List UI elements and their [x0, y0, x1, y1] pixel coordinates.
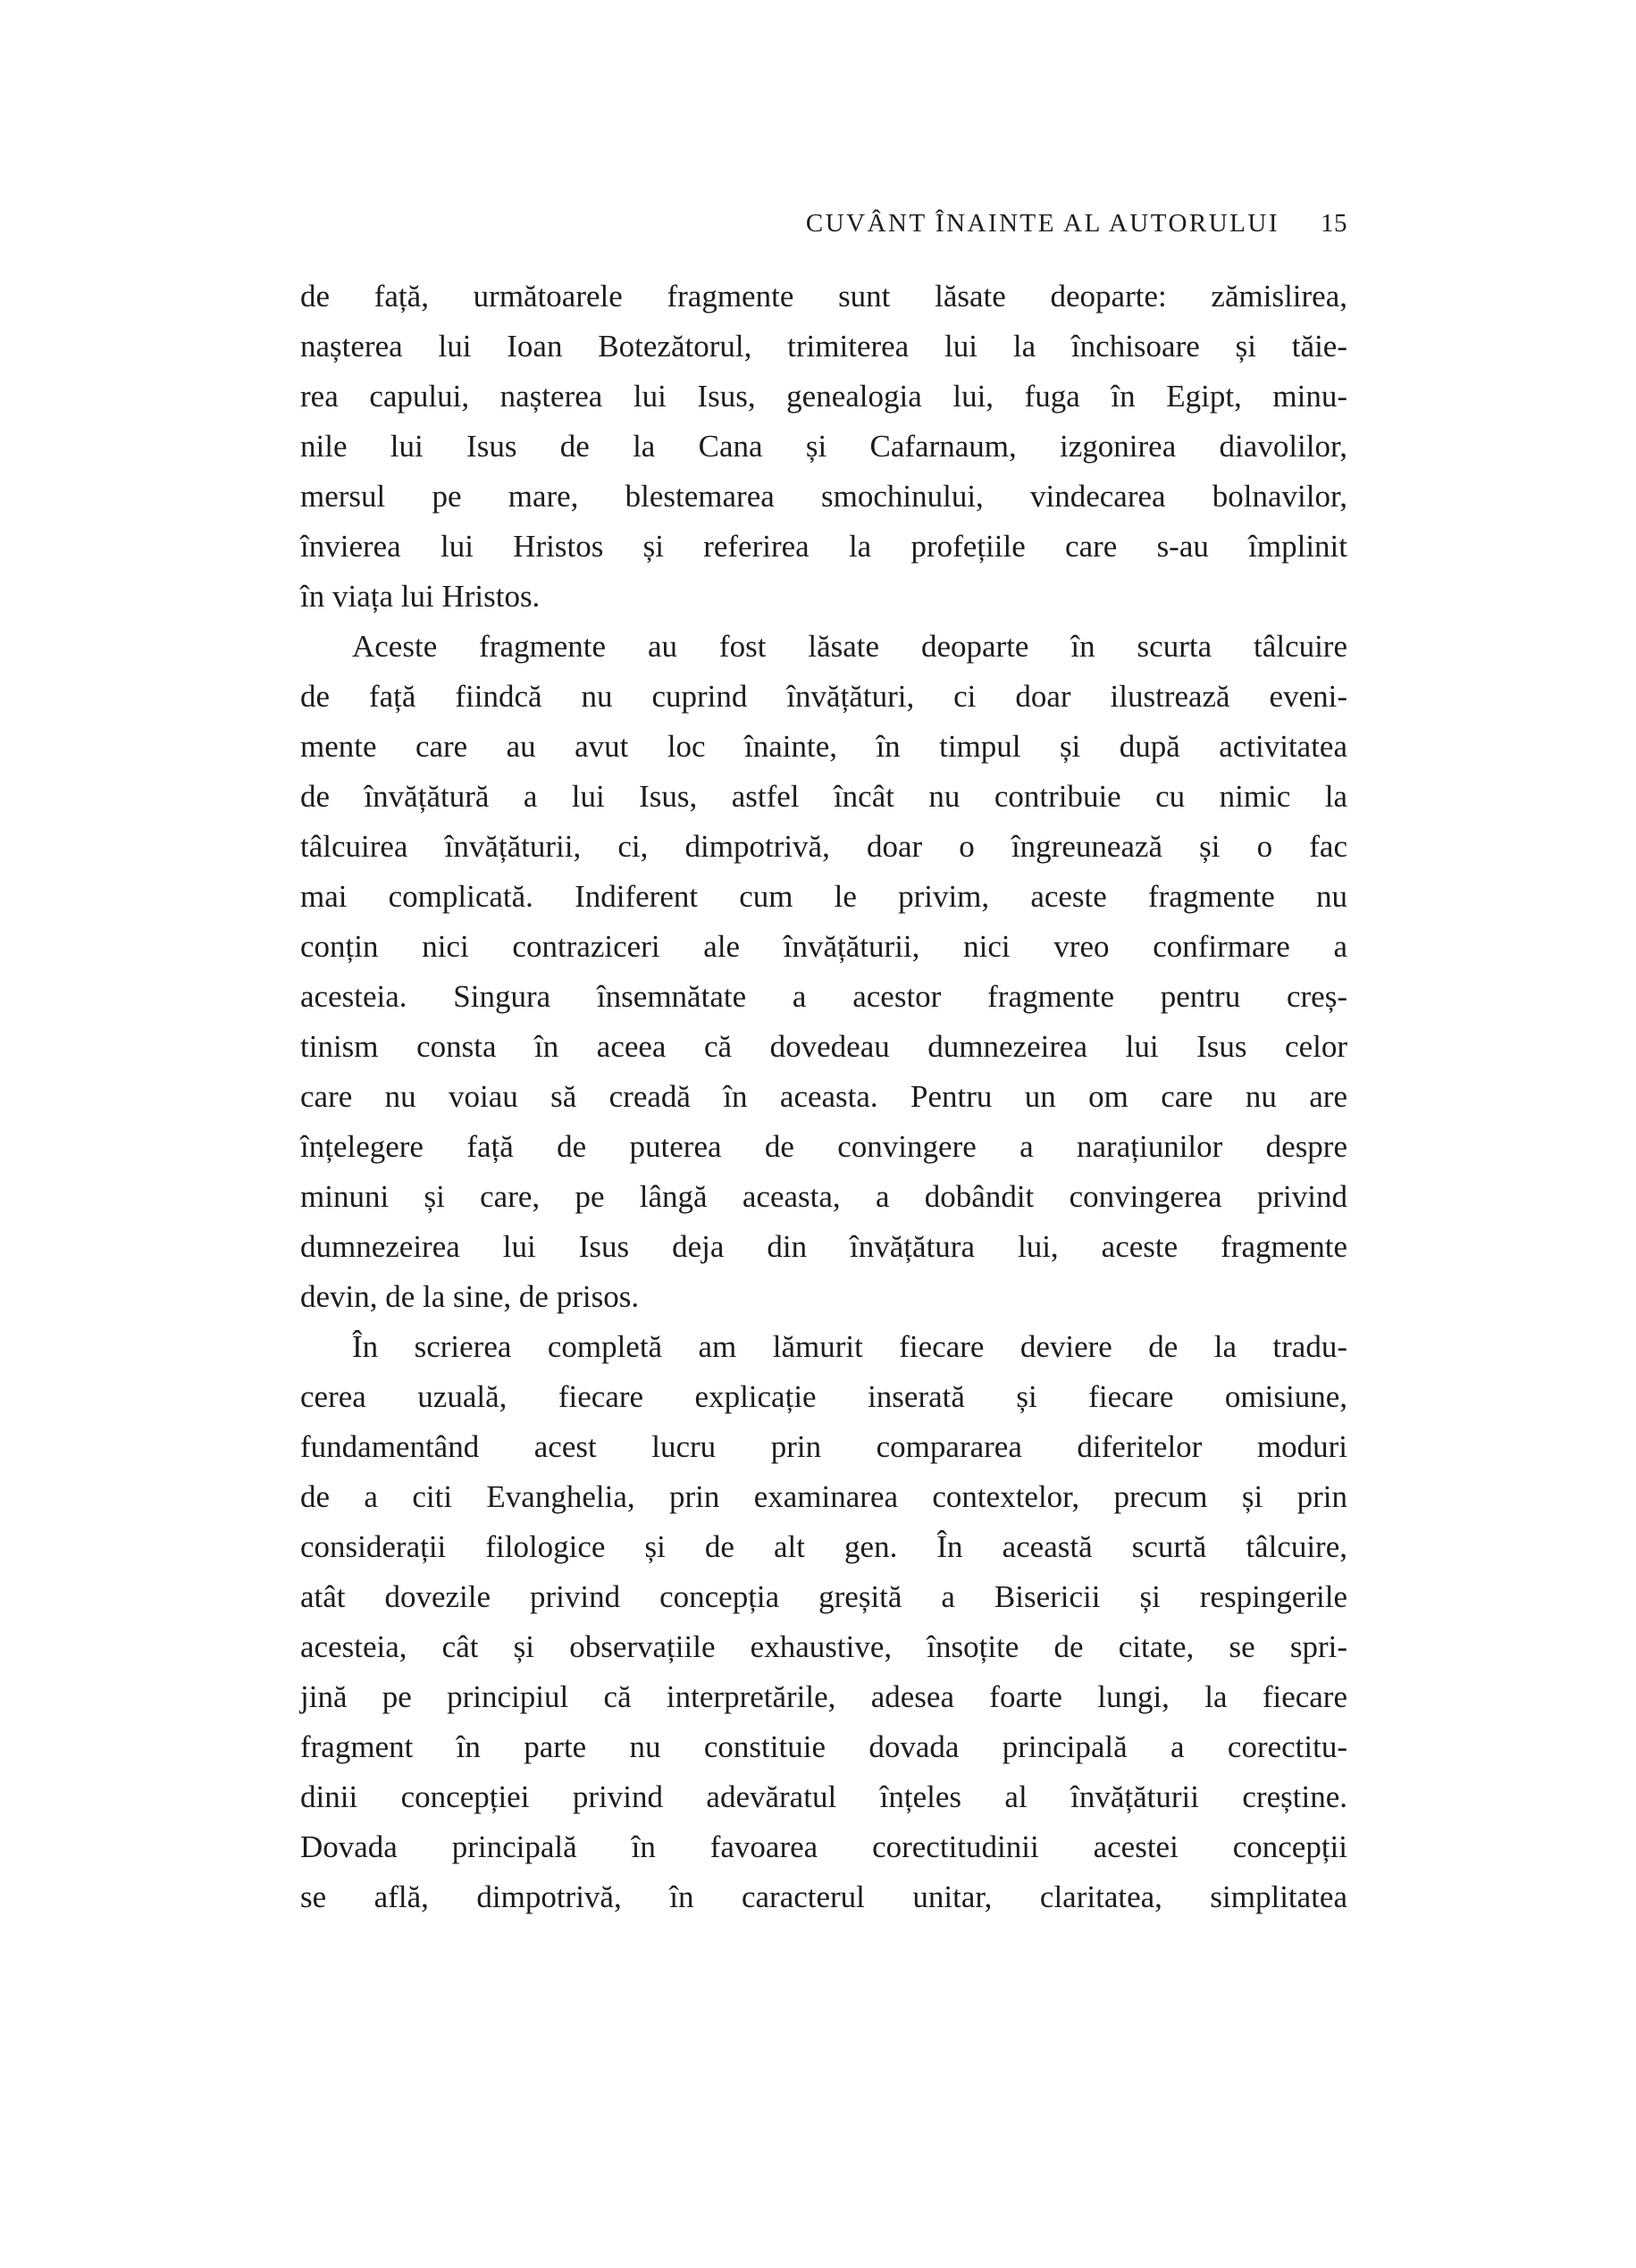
text-block	[300, 272, 1347, 1922]
text-line: nile lui Isus de la Cana și Cafarnaum, izgonirea diavolilor,	[300, 429, 1347, 464]
text-line: tinism consta în aceea că dovedeau dumnezeirea lui Isus celor	[300, 1029, 1347, 1064]
text-line: învierea lui Hristos și referirea la profețiile care s-au împlinit	[300, 529, 1347, 564]
text-line: mersul pe mare, blestemarea smochinului, vindecarea bolnavilor,	[300, 479, 1347, 514]
text-line: acesteia, cât și observațiile exhaustive, însoțite de citate, se spri-	[300, 1629, 1347, 1664]
text-line: care nu voiau să creadă în aceasta. Pentru un om care nu are	[300, 1079, 1347, 1114]
paragraph-1	[300, 272, 1347, 622]
text-line: se află, dimpotrivă, în caracterul unitar, claritatea, simplitatea	[300, 1879, 1347, 1914]
running-title: CUVÂNT ÎNAINTE AL AUTORULUI	[805, 209, 1279, 238]
page-number: 15	[1321, 209, 1347, 238]
text-line: rea capului, nașterea lui Isus, genealogia lui, fuga în Egipt, minu-	[300, 379, 1347, 414]
text-line: dumnezeirea lui Isus deja din învățătura lui, aceste fragmente	[300, 1229, 1347, 1264]
text-line: mai complicată. Indiferent cum le privim, aceste fragmente nu	[300, 879, 1347, 914]
text-column	[300, 209, 1347, 1922]
text-line: jină pe principiul că interpretările, adesea foarte lungi, la fiecare	[300, 1679, 1347, 1714]
text-line: dinii concepției privind adevăratul înțeles al învățăturii creștine.	[300, 1779, 1347, 1814]
text-line: fundamentând acest lucru prin compararea diferitelor moduri	[300, 1429, 1347, 1464]
text-line: minuni și care, pe lângă aceasta, a dobândit convingerea privind	[300, 1179, 1347, 1214]
text-line: În scrierea completă am lămurit fiecare deviere de la tradu-	[352, 1329, 1347, 1364]
text-line: Dovada principală în favoarea corectitudinii acestei concepții	[300, 1829, 1347, 1864]
text-line: devin, de la sine, de prisos.	[300, 1279, 640, 1314]
text-line: cerea uzuală, fiecare explicație inserată și fiecare omisiune,	[300, 1379, 1347, 1414]
text-line: atât dovezile privind concepția greșită a Bisericii și respingerile	[300, 1579, 1347, 1614]
text-line: în viața lui Hristos.	[300, 579, 541, 614]
text-line: considerații filologice și de alt gen. În această scurtă tâlcuire,	[300, 1529, 1347, 1564]
running-header	[300, 209, 1347, 238]
text-line: fragment în parte nu constituie dovada principală a corectitu-	[300, 1729, 1347, 1764]
text-line: de față, următoarele fragmente sunt lăsate deoparte: zămislirea,	[300, 279, 1347, 314]
text-line: Aceste fragmente au fost lăsate deoparte în scurta tâlcuire	[352, 629, 1347, 664]
text-line: de a citi Evanghelia, prin examinarea contextelor, precum și prin	[300, 1479, 1347, 1514]
text-line: de față fiindcă nu cuprind învățături, ci doar ilustrează eveni-	[300, 679, 1347, 714]
text-line: conțin nici contraziceri ale învățăturii, nici vreo confirmare a	[300, 929, 1347, 964]
text-line: acesteia. Singura însemnătate a acestor fragmente pentru creș-	[300, 979, 1347, 1014]
text-line: nașterea lui Ioan Botezătorul, trimiterea lui la închisoare și tăie-	[300, 329, 1347, 364]
text-line: tâlcuirea învățăturii, ci, dimpotrivă, doar o îngreunează și o fac	[300, 829, 1347, 864]
text-line: mente care au avut loc înainte, în timpul și după activitatea	[300, 729, 1347, 764]
text-line: de învățătură a lui Isus, astfel încât nu contribuie cu nimic la	[300, 779, 1347, 814]
paragraph-2	[300, 622, 1347, 1322]
paragraph-3	[300, 1322, 1347, 1922]
text-line: înțelegere față de puterea de convingere a narațiunilor despre	[300, 1129, 1347, 1164]
